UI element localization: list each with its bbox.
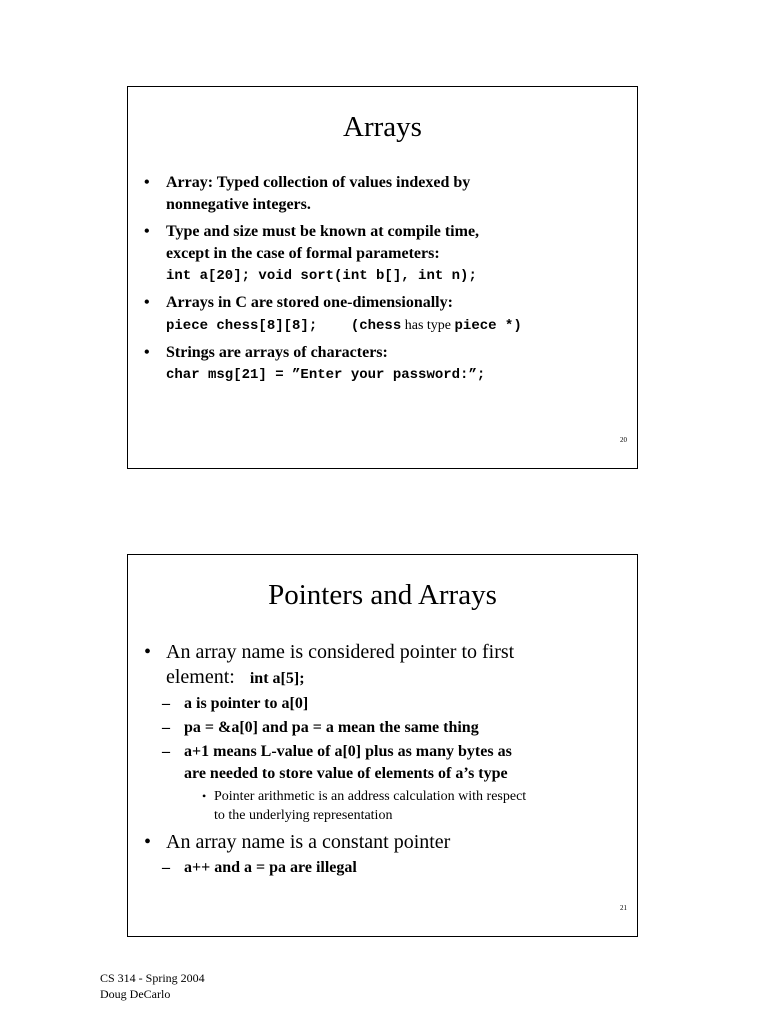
bullet-text: element:: [166, 666, 235, 688]
sub-bullet-text: a is pointer to a[0]: [184, 695, 309, 712]
footer-author: Doug DeCarlo: [100, 987, 171, 1001]
bullet-text: Arrays in C are stored one-dimensionally:: [166, 294, 453, 311]
sub-bullet-text: are needed to store value of elements of a’s type: [184, 765, 508, 782]
bullet-text: except in the case of formal parameters:: [166, 245, 440, 262]
slide-body: [144, 640, 627, 881]
footer-course: CS 314 - Spring 2004: [100, 971, 205, 985]
code-snippet: piece *): [454, 318, 522, 334]
dash-icon: –: [162, 719, 170, 736]
bullet-text: Array: Typed collection of values indexed by: [166, 174, 471, 191]
bullet-text: Strings are arrays of characters:: [166, 344, 388, 361]
bullet-icon: •: [144, 294, 150, 311]
bullet-item: [144, 342, 627, 386]
bullet-icon: •: [202, 789, 207, 803]
bullet-item: [144, 830, 627, 855]
dash-icon: –: [162, 695, 170, 712]
bullet-text: An array name is a constant pointer: [166, 831, 451, 853]
sub-bullet-text: a+1 means L-value of a[0] plus as many bytes as: [184, 743, 512, 760]
sub-bullet-item: [144, 741, 627, 785]
bullet-text: An array name is considered pointer to first: [166, 641, 515, 663]
bullet-icon: •: [144, 831, 152, 853]
slide-title: Pointers and Arrays: [268, 579, 497, 611]
dash-icon: –: [162, 859, 170, 876]
code-snippet: char msg[21] = ”Enter your password:”;: [166, 367, 486, 383]
bullet-icon: •: [144, 174, 150, 191]
bullet-text: Type and size must be known at compile time,: [166, 223, 480, 240]
bullet-item: [144, 172, 627, 216]
slide-title: Arrays: [343, 111, 422, 143]
sub-sub-bullet-text: Pointer arithmetic is an address calculation with respect: [214, 789, 527, 804]
bullet-text: nonnegative integers.: [166, 196, 311, 213]
page-footer: [100, 970, 205, 1002]
bullet-icon: •: [144, 641, 152, 663]
slide-arrays: [127, 86, 638, 469]
bullet-icon: •: [144, 223, 150, 240]
bullet-item: [144, 292, 627, 337]
bullet-item: [144, 640, 627, 691]
bullet-item: [144, 221, 627, 287]
bullet-icon: •: [144, 344, 150, 361]
note-text: has type: [401, 318, 455, 333]
sub-bullet-text: a++ and a = pa are illegal: [184, 859, 357, 876]
slide-number: 21: [620, 904, 627, 912]
sub-bullet-item: [144, 717, 627, 739]
sub-bullet-text: pa = &a[0] and pa = a mean the same thing: [184, 719, 479, 736]
dash-icon: –: [162, 743, 170, 760]
code-snippet: piece chess[8][8]; (chess: [166, 318, 402, 334]
slide-number: 20: [620, 436, 627, 444]
slide-body: [144, 172, 627, 391]
sub-bullet-item: [144, 857, 627, 879]
sub-bullet-item: [144, 693, 627, 715]
sub-sub-bullet-text: to the underlying representation: [214, 808, 393, 823]
slide-pointers-and-arrays: [127, 554, 638, 937]
code-snippet: int a[20]; void sort(int b[], int n);: [166, 268, 477, 284]
code-snippet: int a[5];: [249, 670, 305, 687]
sub-sub-bullet-item: [144, 787, 627, 825]
